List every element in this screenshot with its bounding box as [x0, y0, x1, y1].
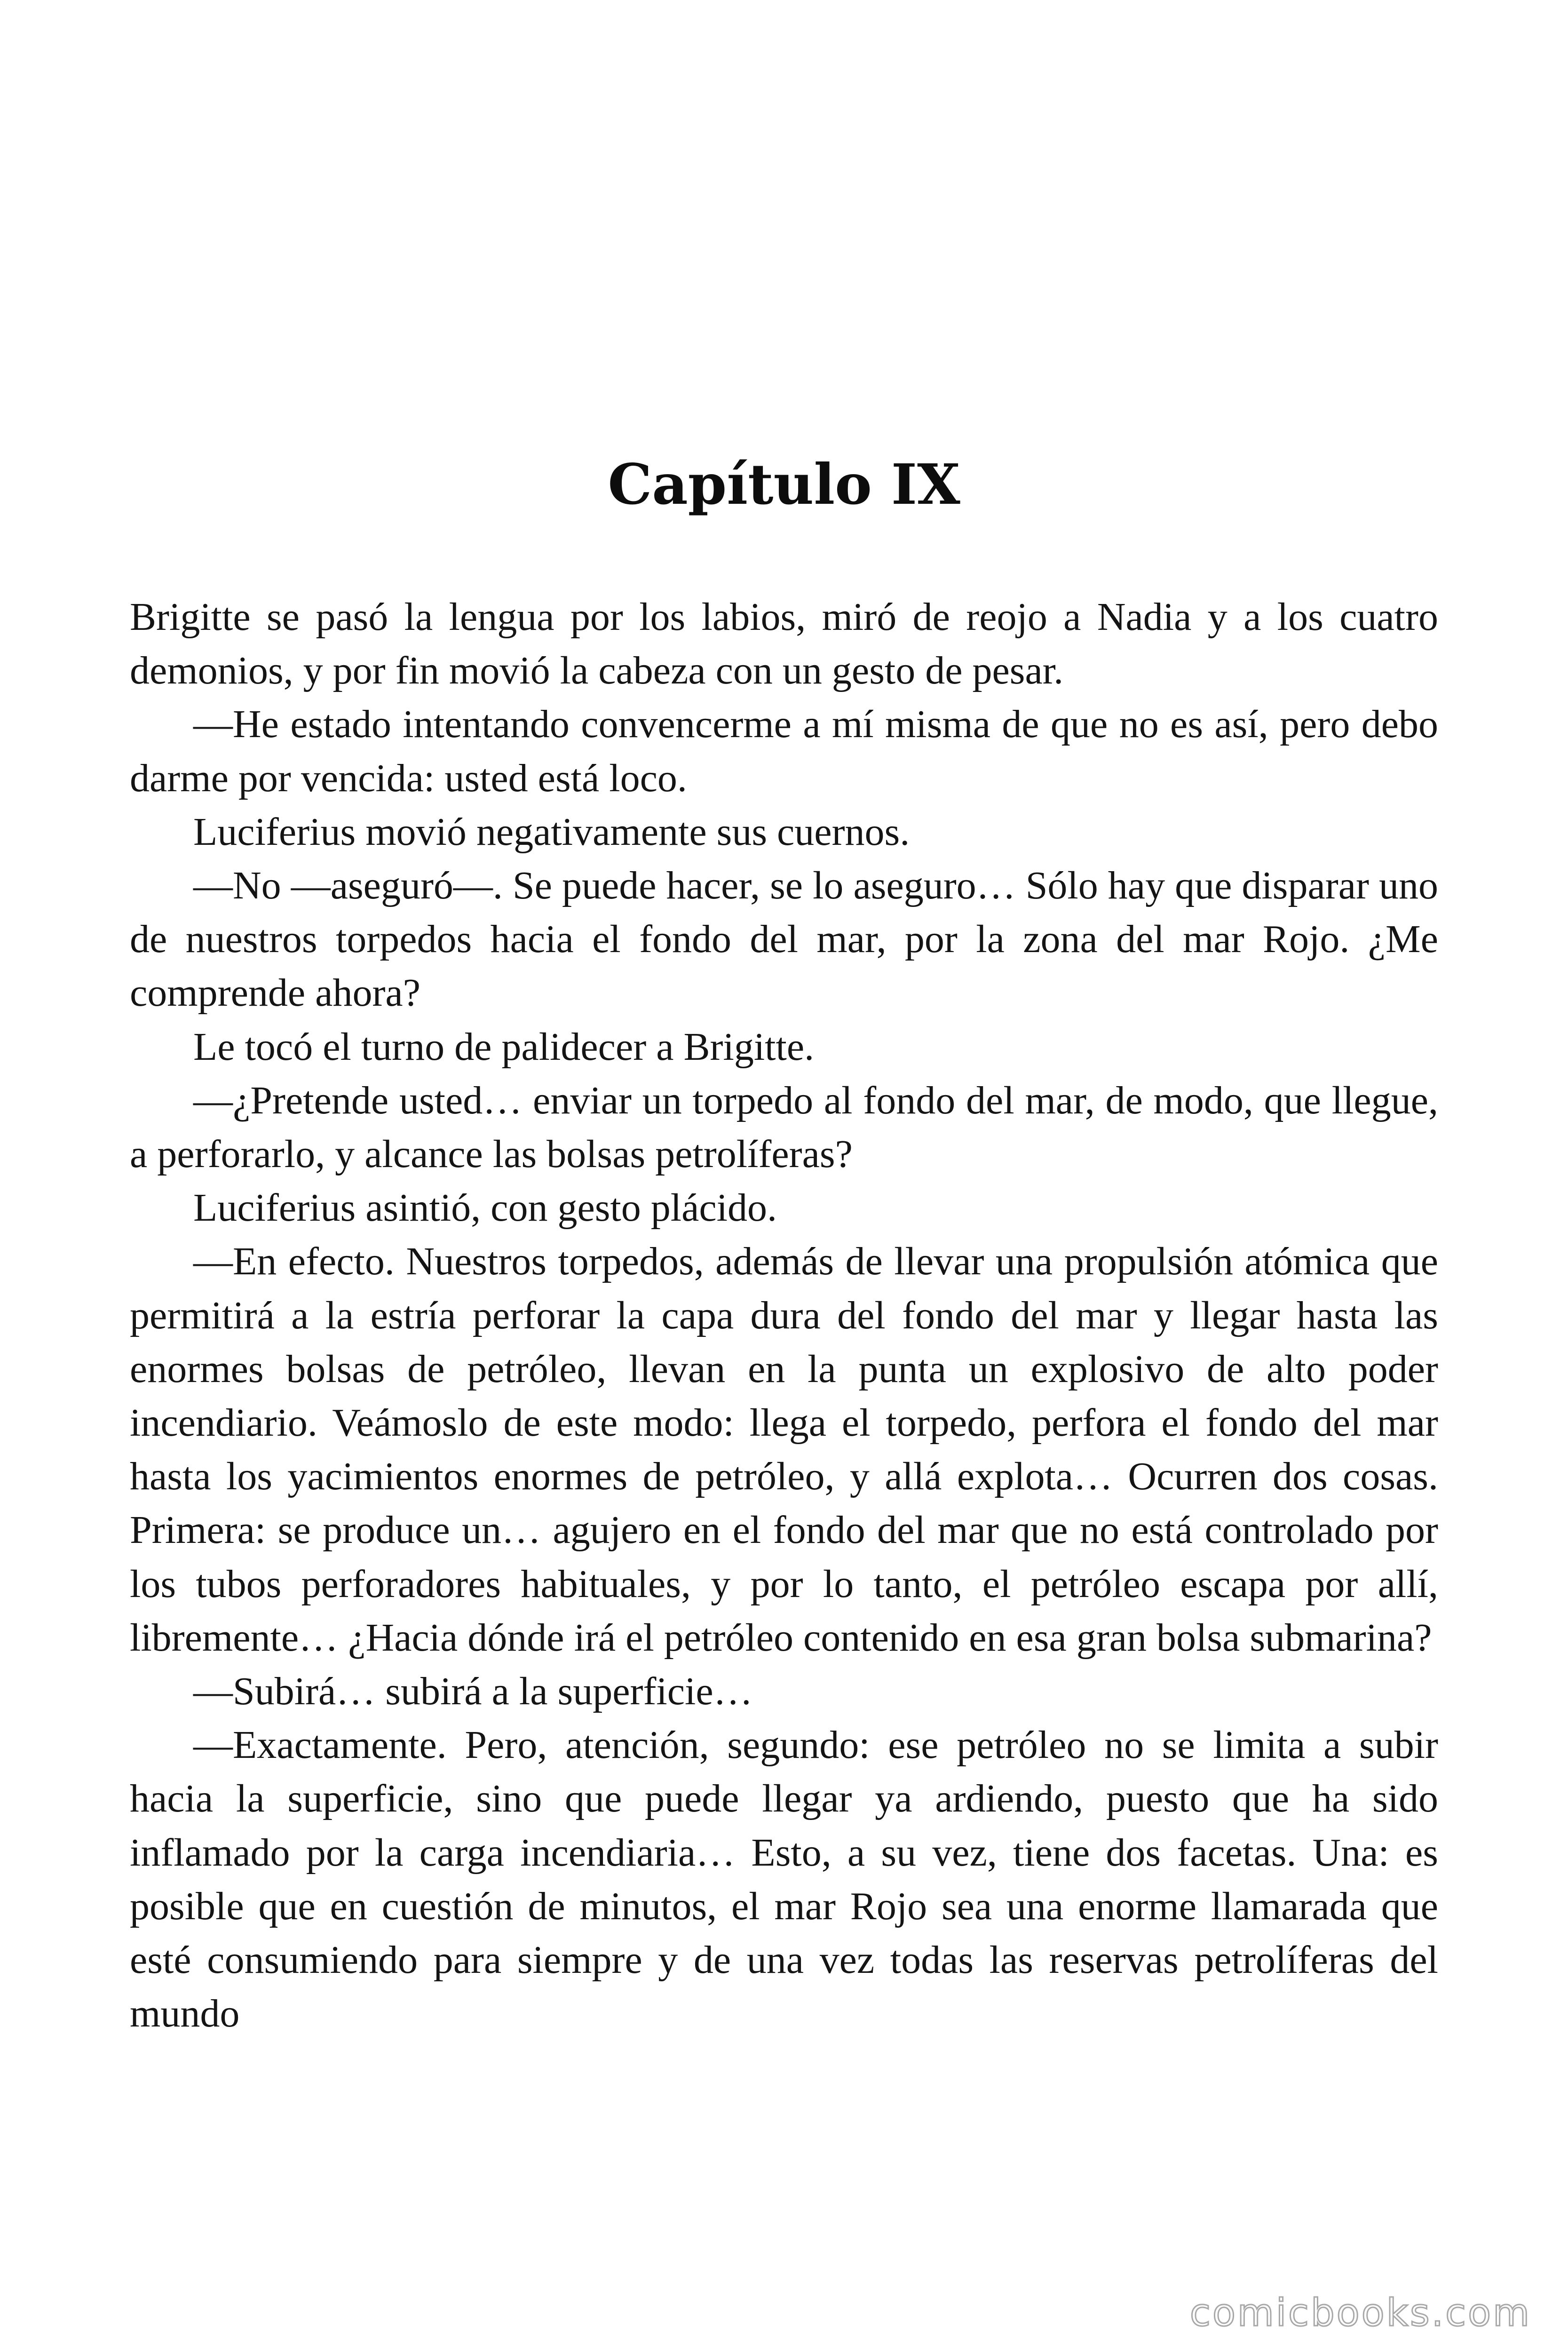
- paragraph-7: Luciferius asintió, con gesto plácido.: [193, 1186, 777, 1230]
- paragraph-9: —Subirá… subirá a la superficie…: [193, 1669, 753, 1714]
- paragraph-5: Le tocó el turno de palidecer a Brigitte.: [193, 1025, 815, 1069]
- paragraph-3: Luciferius movió negativamente sus cuernos.: [193, 810, 910, 854]
- paragraph-10: —Exactamente. Pero, atención, segundo: ese petróleo no se limita a subir hacia la superficie, sino que puede llegar ya ardiendo, puesto que ha sido inflamado por la carga incendiaria… Esto, a su vez, tiene dos facetas. Una: es posible que en cuestión de minutos, el mar Rojo sea una enorme llamarada que esté consumiendo para siempre y de una vez todas las reservas petrolíferas del mundo: [130, 1723, 1438, 2036]
- watermark: comicbooks.com: [1189, 2291, 1531, 2335]
- paragraph-8: —En efecto. Nuestros torpedos, además de llevar una propulsión atómica que permitirá a la estría perforar la capa dura del fondo del mar y llegar hasta las enormes bolsas de petróleo, llevan en la punta un explosivo de alto poder incendiario. Veámoslo de este modo: llega el torpedo, perfora el fondo del mar hasta los yacimientos enormes de petróleo, y allá explota… Ocurren dos cosas. Primera: se produce un… agujero en el fondo del mar que no está controlado por los tubos perforadores habituales, y por lo tanto, el petróleo escapa por allí, libremente… ¿Hacia dónde irá el petróleo contenido en esa gran bolsa submarina?: [130, 1240, 1438, 1660]
- paragraph-4: —No —aseguró—. Se puede hacer, se lo aseguro… Sólo hay que disparar uno de nuestros torpedos hacia el fondo del mar, por la zona del mar Rojo. ¿Me comprende ahora?: [130, 864, 1438, 1015]
- paragraph-2: —He estado intentando convencerme a mí misma de que no es así, pero debo darme por vencida: usted está loco.: [130, 702, 1438, 800]
- chapter-body: [130, 590, 1438, 2041]
- paragraph-1: Brigitte se pasó la lengua por los labios, miró de reojo a Nadia y a los cuatro demonios, y por fin movió la cabeza con un gesto de pesar.: [130, 595, 1438, 693]
- chapter-title: Capítulo IX: [608, 452, 960, 517]
- paragraph-6: —¿Pretende usted… enviar un torpedo al fondo del mar, de modo, que llegue, a perforarlo, y alcance las bolsas petrolíferas?: [130, 1078, 1438, 1176]
